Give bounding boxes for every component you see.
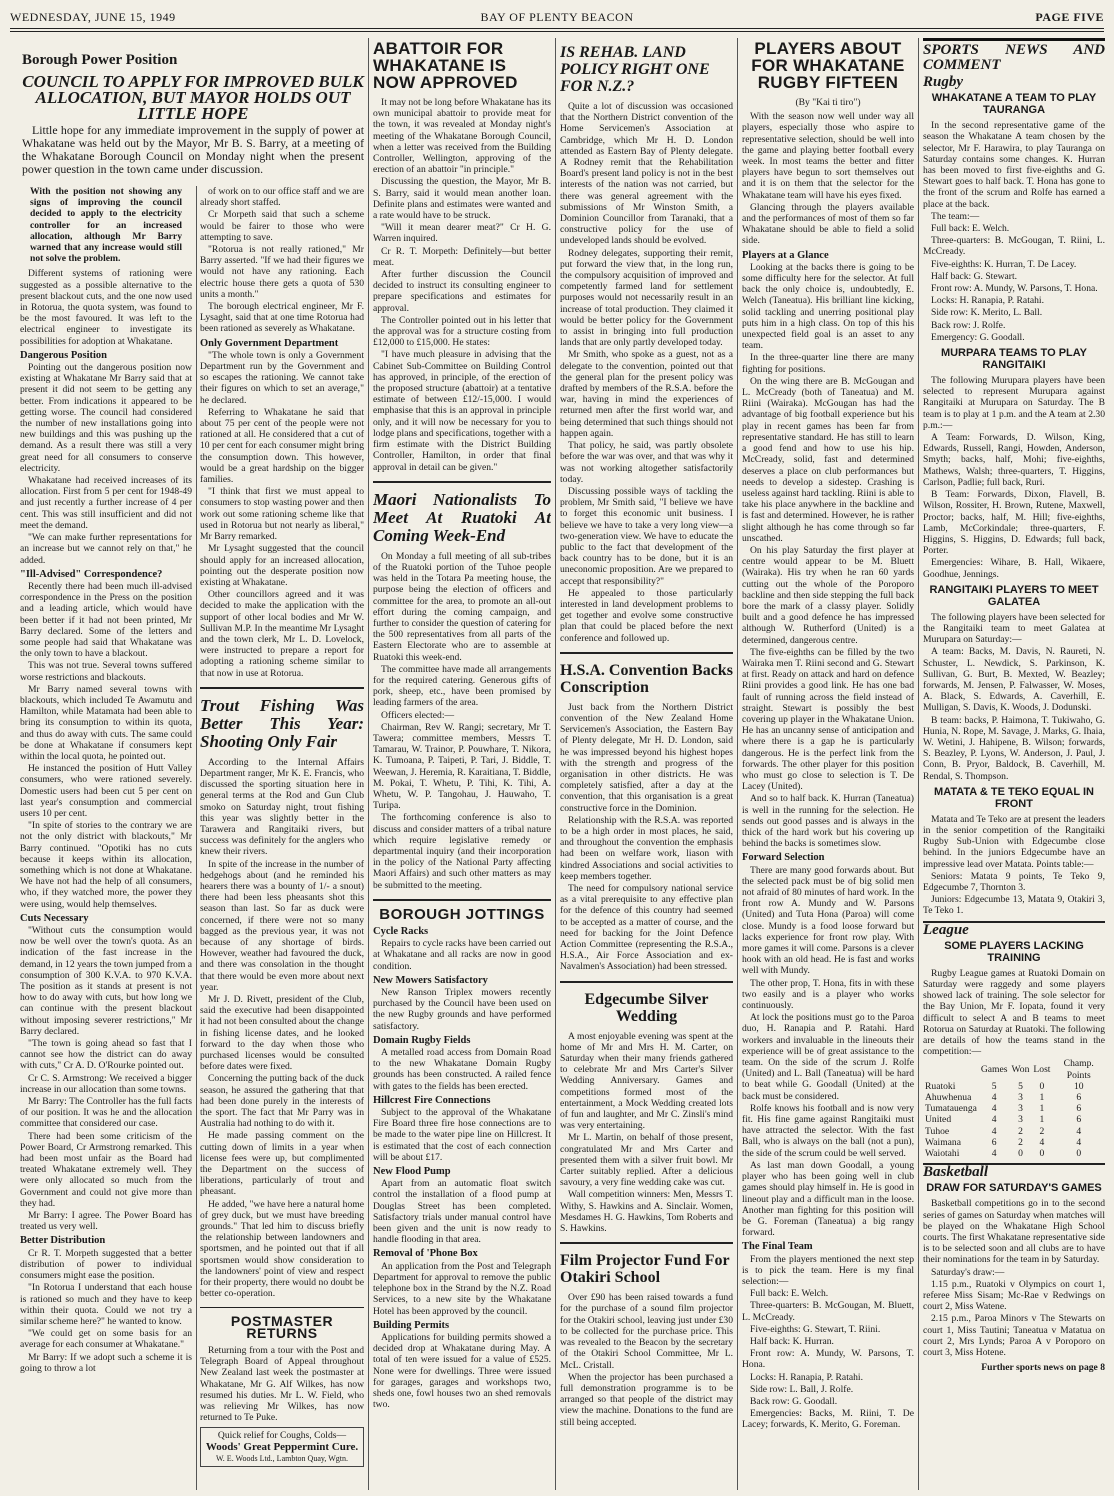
paragraph: Cr R. T. Morpeth: Definitely—but better meat. xyxy=(373,245,551,268)
subheading: Removal of 'Phone Box xyxy=(373,1248,478,1260)
paragraph: B team: backs, P. Haimona, T. Tukiwaho, G. Hunia, N. Rope, M. Savage, J. Marks, G. Ihaia, W. Wetini, J. Hahipene, B. Wilson; forwards, S. Beazley, P. Lyons, W. Anderson, J. Paul, J. Conn, B. Pryor, Baldock, B. Caverhill, M. Rendal, S. Thompson. xyxy=(923,714,1105,782)
paragraph: The forthcoming conference is also to discuss and consider matters of a tribal nature which require legislative remedy or departmental inquiry (and their incorporation in the policy of the National Party affecting Maori Affairs) and such other matters as may be submitted to the meeting. xyxy=(373,812,551,891)
column-rule xyxy=(737,38,738,1490)
table-header-row xyxy=(923,1058,1105,1080)
paragraph: Seniors: Matata 9 points, Te Teko 9, Edgecumbe 7, Thornton 3. xyxy=(923,870,1105,893)
paragraph: There had been some criticism of the Power Board, Cr Armstrong remarked. This had been most unfair as the Board had treated Whakatane extremely well. They were only allocated so much from the Government and could not give more than they had. xyxy=(20,1130,192,1209)
rehab-body xyxy=(560,101,733,644)
woods-advertisement xyxy=(200,1427,364,1467)
subheading: Only Government Department xyxy=(200,337,339,349)
paragraph: Discussing possible ways of tackling the problem, Mr Smith said, "I believe we have to forget this economic unit business. I believe we have to take a very long view—a two-generation view. We have to educate the public to the fact that development of the back country has to be done, but it is an uneconomic proposition. Are we prepared to accept that responsibility?" xyxy=(560,485,733,587)
table-header-cell: Games xyxy=(980,1064,1008,1076)
paragraph: Rolfe knows his football and is now very fit. His fine game against Rangitaiki must have attracted the selector. With the fast Ball, who is always on the ball (not a pun), the side of the scrum could be well served. xyxy=(742,1102,914,1159)
table-cell: 0 xyxy=(1018,1148,1023,1160)
lead-col1-body xyxy=(20,268,192,1374)
paragraph: Applications for building permits showed a decided drop at Whakatane during May. A total of ten were issued for a value of £525. None were for dwellings. Three were issued for garages, garages and workshops two, sheds one, fowl houses two an shed removals two. xyxy=(373,1331,551,1411)
masthead-rule-2 xyxy=(10,31,1104,32)
subheading: Building Permits xyxy=(373,1319,450,1331)
subheading: "Ill-Advised" Correspondence? xyxy=(20,568,163,580)
subheading: Players at a Glance xyxy=(742,249,829,261)
projector-body xyxy=(560,1292,733,1427)
paragraph: Cr R. T. Morpeth suggested that a better distribution of power to individual consumers might ease the position. xyxy=(20,1247,192,1282)
masthead-rule xyxy=(10,28,1104,29)
paragraph: Whakatane had received increases of its allocation. First from 5 per cent for 1948-49 and just recently a further increase of 4 per cent. This was still insufficient and did not meet the demand. xyxy=(20,475,192,531)
paragraph: "In Rotorua I understand that each house is rationed so much and they have to keep within their quota. Could we not try a similar scheme here?" he wanted to know. xyxy=(20,1282,192,1327)
paragraph: "Will it mean dearer meat?" Cr H. G. Warren inquired. xyxy=(373,222,551,245)
paragraph: Basketball competitions go in to the second series of games on Saturday when matches will be played on the Whakatane High School courts. The first Whakatane representative side is to be selected soon and all clubs are to have their nominations for the team in by Saturday. xyxy=(923,1198,1105,1266)
paragraph: Recently there had been much ill-advised correspondence in the Press on the position and a leading article, which would have been better if it had not been printed, Mr Barry declared. Some of the letters and some people had said that Whakatane was the only town to have a blackout. xyxy=(20,580,192,660)
subheading: Domain Rugby Fields xyxy=(373,1034,471,1046)
ad-line-3: W. E. Woods Ltd., Lambton Quay, Wgtn. xyxy=(215,1453,348,1463)
paragraph: "We can make further representations for an increase but we cannot rely on that," he added. xyxy=(20,532,192,566)
paragraph: There are many good forwards about. But the selected pack must be of big solid men not afraid of 80 minutes of hard work. In the front row A. Mundy and W. Parsons (United) and Tuta Hona (Paroa) will come close. Mundy is a food loose forward but lacks experience for front row play. With more games it will come. Parsons is a clever hook with an old head. He is fast and works well with Mundy. xyxy=(742,864,914,977)
lead-col2-body xyxy=(200,186,364,679)
jottings-body xyxy=(373,926,551,1410)
paragraph: Relationship with the R.S.A. was reported to be a high order in most places, he said, and throughout the convention the emphasis had been on welfare work, liason with kindred Associations and social activities to keep members together. xyxy=(560,814,733,882)
paragraph: The committee have made all arrangements for the required catering. Generous gifts of pork, sheep, etc., have been promised by leading farmers of the area. xyxy=(373,663,551,709)
sports-banner: SPORTS NEWS AND COMMENT xyxy=(923,38,1105,73)
paragraph: Pointing out the dangerous position now existing at Whakatane Mr Barry said that at present it did not seem to be getting any better. From indications it appeared to be getting worse. The council had considered the number of new installations going into new buildings and this was pushing up the demand. As a result there was still a very great need for all consumers to conserve electricity. xyxy=(20,362,192,474)
table-header-cell: Won xyxy=(1011,1064,1030,1076)
paragraph: Three-quarters: B. McGougan, M. Bluett, L. McCready. xyxy=(742,1300,914,1323)
paragraph: Mr Smith, who spoke as a guest, not as a delegate to the convention, pointed out that the general plan for the present policy was drafted by members of the R.S.A. before the war, having in mind the experiences of returned men after the first world war, and being determined that such things should not happen again. xyxy=(560,349,733,439)
paragraph: Subject to the approval of the Whakatane Fire Board three fire hose connections are to be made to the water pipe line on Hillcrest. It is estimated that the cost of each connection will be about £17. xyxy=(373,1107,551,1163)
paragraph: "Without cuts the consumption would now be well over the town's quota. As an indication of the fast increase in the demand, in 12 years the town jumped from a consumption of 300 K.V.A. to 970 K.V.A. The position as it stands at present is not how to do away with cuts, but how long we can continue with the present blackout without imposing severer restrictions," Mr Barry declared. xyxy=(20,925,192,1037)
paragraph: He made passing comment on the cutting down of limits in a year when license fees were up, but complimented the Department on the success of liberations, particularly of trout and pheasant. xyxy=(200,1130,364,1198)
paragraph: Rodney delegates, supporting their remit, put forward the view that, in the long run, the compulsory acquisition of improved and competently farmed land for settlement purposes would not necessarily result in an increase of total production. They claimed it would be better policy for the Government to assist in bringing into full production lands that are only partly developed today. xyxy=(560,247,733,349)
paragraph: Chairman, Rev W. Rangi; secretary, Mr T. Tawera; committee members, Messrs T. Tamarau, W. Trainor, P. Pouwhare, T. Nikora, K. Tumoana, P. Taipeti, P. Tari, J. Biddle, T. Weewan, J. Heremia, R. Karaitiana, T. Biddle, M. Pokai, T. Whetu, P. Tihi, K. Tihi, A. Whetu, W. P. Tangohau, J. Hauwaho, T. Turipa. xyxy=(373,721,551,812)
lead-intro-text: Little hope for any immediate improvement in the supply of power at Whakatane was held out by the Mayor, Mr B. S. Barry, at a meeting of the Whakatane Borough Council on Monday night when the present power question in the town came under discussion. xyxy=(22,123,364,176)
paragraph: Juniors: Edgecumbe 13, Matata 9, Otakiri 3, Te Teko 1. xyxy=(923,894,1105,917)
players-body xyxy=(742,111,914,1430)
paragraph: Mr Barry: The Controller has the full facts of our position. It was he and the allocation committee that considered our case. xyxy=(20,1096,192,1130)
paragraph: A metalled road access from Domain Road to the new Whakatane Domain Rugby grounds has been constructed. A railed fence with gates to the fields has been erected. xyxy=(373,1047,551,1092)
column-4 xyxy=(560,38,733,1490)
table-header-cell xyxy=(923,1058,979,1080)
subheading: Better Distribution xyxy=(20,1235,106,1247)
projector-headline: Film Projector Fund For Otakiri School xyxy=(560,1252,730,1287)
paragraph: The borough electrical engineer, Mr F. Lysaght, said that at one time Rotorua had been rationed as severely as Whakatane. xyxy=(200,301,364,335)
paragraph: Three-quarters: B. McGougan, T. Riini, L. McCready. xyxy=(923,235,1105,258)
league-section-title: League xyxy=(923,921,1105,936)
table-cell: Tuhoe xyxy=(925,1125,950,1137)
paragraph: The following Murupara players have been selected to represent Murupara against Rangitaiki at Murupara on Saturday. The B team is to play at 1 p.m. and the A team at 2.30 p.m.:— xyxy=(923,375,1105,431)
column-rule xyxy=(555,38,556,1490)
paragraph: An application from the Post and Telegraph Department for approval to remove the public telephone box in the Strand by the N.Z. Road Services, to a new site by the Whakatane Hotel has been approved by the council. xyxy=(373,1260,551,1317)
table-cell: Waimana xyxy=(925,1136,961,1148)
paragraph: Apart from an automatic float switch control the installation of a flood pump at Douglas Street has been completed. Satisfactory trials under manual control have been given and the unit is now ready to handle flooding in that area. xyxy=(373,1178,551,1246)
paragraph: of work on to our office staff and we are already short staffed. xyxy=(200,186,364,209)
column-rule xyxy=(368,38,369,1490)
basketball-section-title: Basketball xyxy=(923,1163,1105,1178)
paragraph: Side row: L. Ball, J. Rolfe. xyxy=(750,1383,854,1395)
paragraph: That policy, he said, was partly obsolete before the war was over, and that was why it was not working altogether satisfactorily today. xyxy=(560,440,733,485)
draw-headline: DRAW FOR SATURDAY'S GAMES xyxy=(926,1182,1102,1195)
paragraph: With the season now well under way all players, especially those who aspire to representative selection, should be well into the game and playing better football every week. In most teams the better and fitter players have begun to sort themselves out and it is on them that the selector for the Whakatane team will have his eyes fixed. xyxy=(742,111,914,201)
tauranga-body xyxy=(923,120,1105,343)
subheading: Cycle Racks xyxy=(373,926,429,937)
table-cell: 0 xyxy=(1039,1080,1045,1092)
paragraph: According to the Internal Affairs Department ranger, Mr K. E. Francis, who discussed the sporting situation here in general terms at the Rod and Gun Club smoko on Saturday night, trout fishing this year was slightly better in the Tarawera and Rangitaiki rivers, but success was definitely for the anglers who knew their rivers. xyxy=(200,756,364,858)
table-cell: 1 xyxy=(1039,1103,1045,1115)
murupara-headline: MURPARA TEAMS TO PLAY RANGITAIKI xyxy=(940,347,1088,372)
rugby-section-title: Rugby xyxy=(923,74,964,90)
paragraph: Matata and Te Teko are at present the leaders in the senior competition of the Rangitaiki Rugby Sub-Union with Edgecumbe close behind. In the juniors Edgecumbe have an impressive lead over Matata. Points table:— xyxy=(923,813,1105,870)
paragraph: Discussing the question, the Mayor, Mr B. S. Barry, said it would mean another loan. Definite plans and estimates were wanted and a rate would have to be struck. xyxy=(373,176,551,222)
masthead xyxy=(10,8,1104,26)
table-header-cell: Lost xyxy=(1033,1064,1051,1076)
paragraph: After further discussion the Council decided to instruct its consulting engineer to prepare specifications and estimates for approval. xyxy=(373,269,551,314)
lead-intro xyxy=(22,124,364,176)
table-row xyxy=(923,1114,1105,1125)
paragraph: He appealed to those particularly interested in land development problems to get together and evolve some constructive plan that could be placed before the next conference and followed up. xyxy=(560,587,733,644)
paragraph: From the players mentioned the next step is to pick the team. Here is my final selection:— xyxy=(742,1253,914,1287)
paragraph: Cr Morpeth said that such a scheme would be fairer to those who were attempting to save. xyxy=(200,209,364,243)
paragraph: Repairs to cycle racks have been carried out at Whakatane and all racks are now in good condition. xyxy=(373,938,551,972)
paragraph: Different systems of rationing were suggested as a possible alternative to the present blackout cuts, and the one now used in Rotorua, the quota system, was found to be the most favoured. It was left to the electrical engineer to investigate its possibilities for adoption at Whakatane. xyxy=(20,268,192,347)
paragraph: On Monday a full meeting of all sub-tribes of the Ruatoki portion of the Tuhoe people was held in the Totara Pa meeting house, the purpose being the election of officers and committee for the area, to promote an all-out effort during the coming campaign, and further to consider the question of catering for the 500 representatives from all parts of the Eastern Electorate who are to assemble at Ruatoki this week-end. xyxy=(373,550,551,663)
subheading: Hillcrest Fire Connections xyxy=(373,1094,491,1106)
subheading: Cuts Necessary xyxy=(20,912,89,924)
table-cell: Ahuwhenua xyxy=(925,1092,972,1104)
paragraph: The other prop, T. Hona, fits in with these two easily and is a player who works continuously. xyxy=(742,977,914,1012)
paragraph: When the projector has been purchased a full demonstration programme is to be arranged so that people of the district may view the machine. Donations to the fund are still being accepted. xyxy=(560,1371,733,1428)
paragraph: Full back: E. Welch. xyxy=(931,223,1010,235)
ad-line-2: Woods' Great Peppermint Cure. xyxy=(205,1440,359,1453)
table-cell: United xyxy=(925,1114,952,1126)
hsa-headline: H.S.A. Convention Backs Conscription xyxy=(560,661,733,696)
column-3 xyxy=(373,38,551,1490)
table-row xyxy=(923,1148,1105,1159)
column-rule xyxy=(196,186,197,1490)
paragraph: It may not be long before Whakatane has its own municipal abattoir to provide meat for the town, it was revealed at Monday night's meeting of the Whakatane Borough Council, when a letter was received from the Building Controller, Wellington, approving of the erection of an abattoir "in principle." xyxy=(373,97,551,176)
table-cell: Ruatoki xyxy=(925,1080,956,1092)
paragraph: A team: Backs, M. Davis, N. Raureti, N. Schuster, L. Newdick, S. Parkinson, K. Sullivan, G. Burt, B. Mexted, W. Beazley; forwards, M. Jensen, P. Falwasser, W. Moses, A. Black, S. Edwards, A. Caverhill, E. Mulligan, S. Davis, K. Woods, J. Dodunski. xyxy=(923,646,1105,714)
table-row xyxy=(923,1137,1105,1148)
table-cell: 6 xyxy=(1076,1103,1082,1115)
wedding-body xyxy=(560,1031,733,1235)
table-cell: 4 xyxy=(1039,1136,1045,1148)
wedding-headline: Edgecumbe Silver Wedding xyxy=(584,990,709,1025)
league-headline: SOME PLAYERS LACKING TRAINING xyxy=(944,939,1084,964)
column-rule xyxy=(918,38,919,1490)
paragraph: Mr Barry: I agree. The Power Board has treated us very well. xyxy=(20,1210,192,1233)
jottings-headline: BOROUGH JOTTINGS xyxy=(379,905,545,923)
table-row xyxy=(923,1081,1105,1092)
murupara-body xyxy=(923,375,1105,580)
subheading: New Flood Pump xyxy=(373,1166,451,1178)
table-row xyxy=(923,1103,1105,1114)
paragraph: "I have much pleasure in advising that the Cabinet Sub-Committee on Building Control has approved, in principle, of the erection of the proposed structure (abattoir) at a tentative estimate of between £12/-15,000. I would emphasise that this is an approval in principle only, and it will now be necessary for you to lodge plans and specifications, together with a firm estimate with the District Building Controller, Hamilton, in order that final approval in detail can be given." xyxy=(373,349,551,473)
paragraph: Glancing through the players available and the performances of most of them so far Whakatane should be able to field a solid side. xyxy=(742,201,914,247)
league-standings-table xyxy=(923,1058,1105,1159)
table-cell: 4 xyxy=(1076,1136,1082,1148)
paragraph: Mr Lysaght suggested that the council should apply for an increased allocation, pointing out the desperate position now existing at Whakatane. xyxy=(200,543,364,588)
table-cell: 6 xyxy=(1076,1092,1082,1104)
table-cell: 3 xyxy=(1018,1103,1023,1115)
table-cell: 3 xyxy=(1018,1114,1023,1126)
issue-date: WEDNESDAY, JUNE 15, 1949 xyxy=(10,10,176,24)
table-cell: 4 xyxy=(991,1092,997,1104)
table-cell: 2 xyxy=(1039,1125,1045,1137)
paragraph: As last man down Goodall, a young player who has been going well in club games should play himself in. He is good in lineout play and a difficult man in the loose. Another man fighting for this position will be G. Foreman (Taneatua) a big rangy forward. xyxy=(742,1159,914,1239)
paragraph: "I think that first we must appeal to consumers to stop wasting power and then work out some rationing scheme like that used in Rotorua but not nearly as liberal," Mr Barry remarked. xyxy=(200,486,364,543)
table-cell: 5 xyxy=(991,1080,997,1092)
subheading: New Mowers Satisfactory xyxy=(373,974,488,986)
paragraph: Side row: K. Merito, L. Ball. xyxy=(931,307,1043,319)
table-body xyxy=(923,1081,1105,1159)
paragraph: Half back: G. Stewart. xyxy=(931,270,1018,282)
paragraph: In the three-quarter line there are many fighting for positions. xyxy=(742,352,914,375)
paragraph: New Ranson Triplex mowers recently purchased by the Council have been used on the new Rugby grounds and have performed satisfactory. xyxy=(373,987,551,1032)
lead-section-title: Borough Power Position xyxy=(22,52,178,68)
paragraph: Wall competition winners: Men, Messrs T. Withy, S. Hawkins and A. Sinclair. Women, Mesdames H. G. Hawkins, Tom Roberts and S. Hawkins. xyxy=(560,1189,733,1235)
lead-headline: COUNCIL TO APPLY FOR IMPROVED BULK ALLOCATION, BUT MAYOR HOLDS OUT LITTLE HOPE xyxy=(22,72,364,123)
paragraph: Five-eighths: K. Hurran, T. De Lacey. xyxy=(931,258,1077,270)
table-cell: 2 xyxy=(1018,1125,1023,1137)
paragraph: Concerning the putting back of the duck season, he assured the gathering that that had been done purely in the interests of the sport. The fact that Mr Parry was in Australia had nothing to do with it. xyxy=(200,1073,364,1130)
matata-headline: MATATA & TE TEKO EQUAL IN FRONT xyxy=(934,785,1094,810)
table-cell: 4 xyxy=(991,1148,997,1160)
galatea-body xyxy=(923,612,1105,782)
table-cell: 2 xyxy=(1018,1136,1023,1148)
paragraph: Five-eighths: G. Stewart, T. Riini. xyxy=(750,1323,881,1335)
paragraph: He instanced the position of Hutt Valley consumers, who were rationed severely. Domestic users had been cut 5 per cent on last year's consumption and commercial users 10 per cent. xyxy=(20,763,192,819)
paragraph: Looking at the backs there is going to be some difficulty here for the selector. At full back the only choice is, undoubtedly, E. Welch (Taneatua). His brilliant line kicking, solid tackling and unerring positional play puts him in a high class. On top of this his unexpected field goal is an asset to any team. xyxy=(742,261,914,352)
postmaster-text: Returning from a tour with the Post and Telegraph Board of Appeal throughout New Zealand last week the postmaster at Whakatane, Mr G. Alf Wilkes, has now resumed his duties. Mr L. W. Field, who was relieving Mr Wilkes, has now returned to Te Puke. xyxy=(200,1344,364,1424)
table-cell: 3 xyxy=(1018,1092,1023,1104)
abattoir-body xyxy=(373,97,551,473)
paragraph: Back row: J. Rolfe. xyxy=(931,319,1006,331)
table-cell: 5 xyxy=(1018,1080,1023,1092)
matata-body xyxy=(923,814,1105,917)
table-cell: 0 xyxy=(1076,1148,1082,1160)
tauranga-headline: WHAKATANE A TEAM TO PLAY TAURANGA xyxy=(931,92,1097,117)
league-text: Rugby League games at Ruatoki Domain on Saturday were raggedy and some players showed lack of training. The sole selector for the Bay Union, Mr F. Iopata, found it very difficult to select A and B teams to meet Rotorua on Saturday at Ruatoki. The following are details of how the teams stand in the competition:— xyxy=(923,967,1105,1058)
paragraph: Emergency: G. Goodall. xyxy=(931,331,1025,343)
paragraph: And so to half back. K. Hurran (Taneatua) is well in the running for the selection. He sends out good passes and is always in the thick of the hard work but his covering up behind the backs is sometimes slow. xyxy=(742,793,914,850)
paragraph: Referring to Whakatane he said that about 75 per cent of the people were not rationed at all. He considered that a cut of 10 per cent for each consumer might bring the consumption down. This however, would be a great hardship on the bigger families. xyxy=(200,406,364,486)
paragraph: The Controller pointed out in his letter that the approval was for a structure costing from £12,000 to £15,000. He states: xyxy=(373,314,551,349)
sports-column xyxy=(923,38,1105,1490)
paragraph: 2.15 p.m., Paroa Minors v The Stewarts on court 1, Miss Tautini; Taneatua v Matatua on court 2, Mrs Lynds; Paroa A v Poroporo on court 3, Miss Hotene. xyxy=(923,1313,1105,1359)
paragraph: A most enjoyable evening was spent at the home of Mr and Mrs H. M. Carter, on Saturday when their many friends gathered to celebrate Mr and Mrs Carter's Silver Wedding Anniversary. Games and competitions formed most of the entertainment, a Mock Wedding created lots of fun and laughter, and Mr C. Zinsli's mind was very entertaining. xyxy=(560,1030,733,1132)
paragraph: B Team: Forwards, Dixon, Flavell, B. Wilson, Rossiter, H. Brown, Rutene, Maxwell, Proctor; backs, half, M. Hill; five-eighths, Lamb, McCorkindale; three-quarters, F. Higgins, S. Higgins, D. Edwards; full back, Porter. xyxy=(923,489,1105,557)
postmaster-headline: POSTMASTER RETURNS xyxy=(230,1313,334,1341)
paragraph: Emergencies: Wihare, B. Hall, Wikaere, Goodhue, Jennings. xyxy=(923,557,1105,580)
table-cell: Tumatauenga xyxy=(925,1103,977,1115)
paragraph: Mr L. Martin, on behalf of those present, congratulated Mr and Mrs Carter and presented them with a silver fruit bowl. Mr Carter suitably replied. After a delicious savoury, a very fine wedding cake was cut. xyxy=(560,1132,733,1189)
table-row xyxy=(923,1092,1105,1103)
paragraph: Other councillors agreed and it was decided to make the application with the support of other local bodies and Mr W. Sullivan M.P. In the meantime Mr Lysaght and the town clerk, Mr L. D. Lovelock, were instructed to prepare a report for adopting a rationing scheme similar to that now in use at Rotorua. xyxy=(200,589,364,679)
table-cell: 4 xyxy=(991,1125,997,1137)
table-row xyxy=(923,1126,1105,1137)
paragraph: Back row: G. Goodall. xyxy=(750,1395,838,1407)
subheading: Forward Selection xyxy=(742,852,825,864)
players-headline: PLAYERS ABOUT FOR WHAKATANE RUGBY FIFTEEN xyxy=(751,39,905,92)
table-cell: 1 xyxy=(1039,1114,1045,1126)
paragraph: "The town is going ahead so fast that I cannot see how the district can do away with cuts," Cr A. D. O'Rourke pointed out. xyxy=(20,1038,192,1072)
paragraph: Emergencies: Backs, M. Riini, T. De Lacey; forwards, K. Merito, G. Foreman. xyxy=(742,1408,914,1431)
paragraph: In the second representative game of the season the Whakatane A team chosen by the selector, Mr F. Harawira, to play Tauranga on Saturday contains some changes. K. Hurran has been moved to first five-eighths and G. Stewart goes to half back. T. Hona has gone to the front of the scrum and Rolfe has earned a place at the back. xyxy=(923,120,1105,210)
galatea-headline: RANGITAIKI PLAYERS TO MEET GALATEA xyxy=(929,583,1099,608)
ad-line-1: Quick relief for Coughs, Colds— xyxy=(217,1430,347,1442)
paragraph: Half back: K. Hurran. xyxy=(750,1335,834,1347)
table-cell: 4 xyxy=(991,1103,997,1115)
table-cell: 0 xyxy=(1039,1148,1045,1160)
paragraph: Front row: A. Mundy, W. Parsons, T. Hona. xyxy=(931,283,1098,295)
paragraph: The team:— xyxy=(931,210,980,222)
column-5 xyxy=(742,38,914,1490)
paragraph: The five-eighths can be filled by the two Wairaka men T. Riini second and G. Stewart at first. Ready on attack and hard on defence Riini provides a good link. He has one bad fault of running across the field instead of straight. Stewart is possibly the best covering up player in the Whakatane Union. He has an uncanny sense of anticipation and where there is a gap he is particularly dangerous. He is the perfect link from the forwards. The other player for this position who must go close to selection is T. De Lacey (United). xyxy=(742,646,914,793)
rehab-headline: IS REHAB. LAND POLICY RIGHT ONE FOR N.Z.? xyxy=(560,44,710,95)
paragraph: 1.15 p.m., Ruatoki v Olympics on court 1, referee Miss Sisam; Mc-Rae v Redwings on court 2, Miss Watene. xyxy=(923,1278,1105,1313)
paragraph: Mr Barry named several towns with blackouts, which included Te Awamutu and Hamilton, while Matamata had been able to bring its consumption to within its quota, and thus do away with cuts. The same could be done at Whakatane if consumers kept within the local quota, he pointed out. xyxy=(20,683,192,762)
paragraph: "Rotorua is not really rationed," Mr Barry asserted. "If we had their figures we would not have any rationing. Each electric house there gets a quota of 530 units a month." xyxy=(200,244,364,300)
lead-summary: With the position not showing any signs of improving the council decided to apply to the electricity controller for an increased allocation, although Mr Barry warned that any increase would still not solve the problem. xyxy=(30,186,182,265)
paragraph: In spite of the increase in the number of hedgehogs about (and he reminded his hearers there was a bounty of 1/- a snout) there had been less pheasants shot this season than last. So far as duck were concerned, if there were not so many bagged as the previous year, it was not because of any shortage of birds. However, weather had favoured the duck, and there was consolation in the thought that there would be even more about next year. xyxy=(200,858,364,993)
paragraph: Cr C. S. Armstrong: We received a bigger increase in our allocation than some towns. xyxy=(20,1072,192,1095)
paragraph: Locks: H. Ranapia, P. Ratahi. xyxy=(750,1371,863,1383)
paragraph: The following players have been selected for the Rangitaiki team to meet Galatea at Murupara on Saturday:— xyxy=(923,611,1105,646)
trout-headline: Trout Fishing Was Better This Year: Shooting Only Fair xyxy=(200,695,364,751)
abattoir-headline: ABATTOIR FOR WHAKATANE IS NOW APPROVED xyxy=(373,39,518,92)
paragraph: Front row: A. Mundy, W. Parsons, T. Hona. xyxy=(742,1348,914,1371)
table-cell: 4 xyxy=(991,1114,997,1126)
table-cell: 1 xyxy=(1039,1092,1045,1104)
paragraph: The need for compulsory national service as a vital prerequisite to any effective plan for the defence of this country had seemed to be accepted as a matter of course, and the need for backing for the Joint Defence Action Committee (representing the R.S.A., H.S.A., Air Force Association and ex-Navalmen's Association) had been stressed. xyxy=(560,883,733,973)
paragraph: Mr Barry: If we adopt such a scheme it is going to throw a lot xyxy=(20,1351,192,1374)
maori-body xyxy=(373,551,551,891)
paragraph: Saturday's draw:— xyxy=(931,1266,1005,1278)
table-cell: 6 xyxy=(1076,1114,1082,1126)
paragraph: Mr J. D. Rivett, president of the Club, said the executive had been disappointed it had not been consulted about the change in fishing license dates, and he looked forward to the day when those who purchased licenses would be consulted before dates were fixed. xyxy=(200,994,364,1073)
paragraph: At lock the positions must go to the Paroa duo, H. Ranapia and P. Ratahi. Hard workers and invaluable in the lineouts their experience will be of great assistance to the team. On the side of the scrum J. Rolfe (United) and L. Ball (Taneatua) will be hard to beat while G. Goodall (United) at the back must be considered. xyxy=(742,1012,914,1102)
paragraph: Quite a lot of discussion was occasioned that the Northern District convention of the Home Servicemen's Association at Cambridge, which Mr H. D. London attended as Eastern Bay of Plenty delegate. A Rodney remit that the Rehabilitation Board's present land policy is not in the best interests of the nation was not carried, but there was general agreement with the submissions of Mr Winston Smith, a Dominion Councillor from Taranaki, that a constructive policy for the use of undeveloped lands should be evolved. xyxy=(560,101,733,247)
paragraph: Over £90 has been raised towards a fund for the purchase of a sound film projector for the Otakiri school, leaving just under £30 to be collected for the purchase price. This was revealed to the Beacon by the secretary of the Otakiri School Committee, Mr L. McL. Cristall. xyxy=(560,1292,733,1371)
paragraph: This was not true. Several towns suffered worse restrictions and blackouts. xyxy=(20,660,192,683)
paragraph: Full back: E. Welch. xyxy=(750,1288,829,1300)
trout-body xyxy=(200,757,364,1300)
players-byline: (By "Kai ti tiro") xyxy=(795,97,861,108)
lead-column-2 xyxy=(200,186,364,1490)
subheading: Dangerous Position xyxy=(20,349,108,361)
table-cell: 10 xyxy=(1073,1080,1084,1092)
paragraph: He added, "we have here a natural home of grey duck, but we must have breeding grounds." That led him to discuss briefly the relationship between landowners and sportsmen, and he pointed out that if all sportsmen would show consideration to the landowners' point of view and respect for their property, there would no doubt be better co-operation. xyxy=(200,1198,364,1300)
paragraph: A Team: Forwards, D. Wilson, King, Edwards, Russell, Rangi, Howden, Anderson, Smyth; backs, half, Mohi; five-eighths, Mathews, Walsh; three-quarters, T. Higgins, Carlson, Padlie; full back, Ruri. xyxy=(923,432,1105,488)
paragraph: Locks: H. Ranapia, P. Ratahi. xyxy=(931,295,1044,307)
table-cell: 4 xyxy=(1076,1125,1082,1137)
paragraph: On the wing there are B. McGougan and L. McCready (both of Taneatua) and M. Riini (Wairaka). McGougan has had the advantage of big football experience but his play in recent games has been far from representative standard. He has still to learn a good fend and how to use his hip. McCready, solid, fast and determined deserves a place on club performances but needs to develop a sidestep. Crashing is useless against hard tackling. Riini is able to take his place anywhere in the backline and is fast and determined. However, he is rather slight although he has come through so far unscathed. xyxy=(742,375,914,544)
paragraph: "In spite of stories to the contrary we are not the only district with blackouts," Mr Barry continued. "Opotiki has no cuts because it keeps within its allocation, something which is not done at Whakatane. We have not had the help of all consumers, who, if they watched more, the power they were using, would help themselves. xyxy=(20,820,192,910)
paragraph: "The whole town is only a Government Department run by the Government and so escapes the rationing. We cannot take their figures on which to set an average," he declared. xyxy=(200,349,364,406)
lead-column-1 xyxy=(20,186,192,1490)
paragraph: Officers elected:— xyxy=(381,709,455,721)
subheading: The Final Team xyxy=(742,1241,813,1253)
sports-footer: Further sports news on page 8 xyxy=(981,1362,1105,1374)
paragraph: "We could get on some basis for an average for each consumer at Whakatane." xyxy=(20,1328,192,1351)
page-number: PAGE FIVE xyxy=(1035,10,1104,24)
draw-body xyxy=(923,1198,1105,1358)
newspaper-name: BAY OF PLENTY BEACON xyxy=(480,10,634,24)
paragraph: On his play Saturday the first player at centre would appear to be M. Bluett (Wairaka). His try when he ran 60 yards cutting out the whole of the Poroporo backline and then side stepping the full back bore the mark of a classy player. Solidly built and a good defence he has impressed although W. Rutherford (United) is a determined, dangerous centre. xyxy=(742,544,914,646)
paragraph: Just back from the Northern District convention of the New Zealand Home Servicemen's Association, the Eastern Bay of Plenty delegate, Mr H. D. London, said he was impressed beyond his highest hopes with the strength and progress of the organisation in other districts. He was completely satisfied, after a day at the convention, that this organisation is a great constructive force in the Dominion. xyxy=(560,701,733,814)
table-header-cell: Champ. Points xyxy=(1063,1058,1094,1081)
hsa-body xyxy=(560,702,733,973)
table-cell: Waiotahi xyxy=(925,1148,960,1160)
maori-headline: Maori Nationalists To Meet At Ruatoki At Coming Week-End xyxy=(373,489,551,545)
table-cell: 6 xyxy=(991,1136,997,1148)
